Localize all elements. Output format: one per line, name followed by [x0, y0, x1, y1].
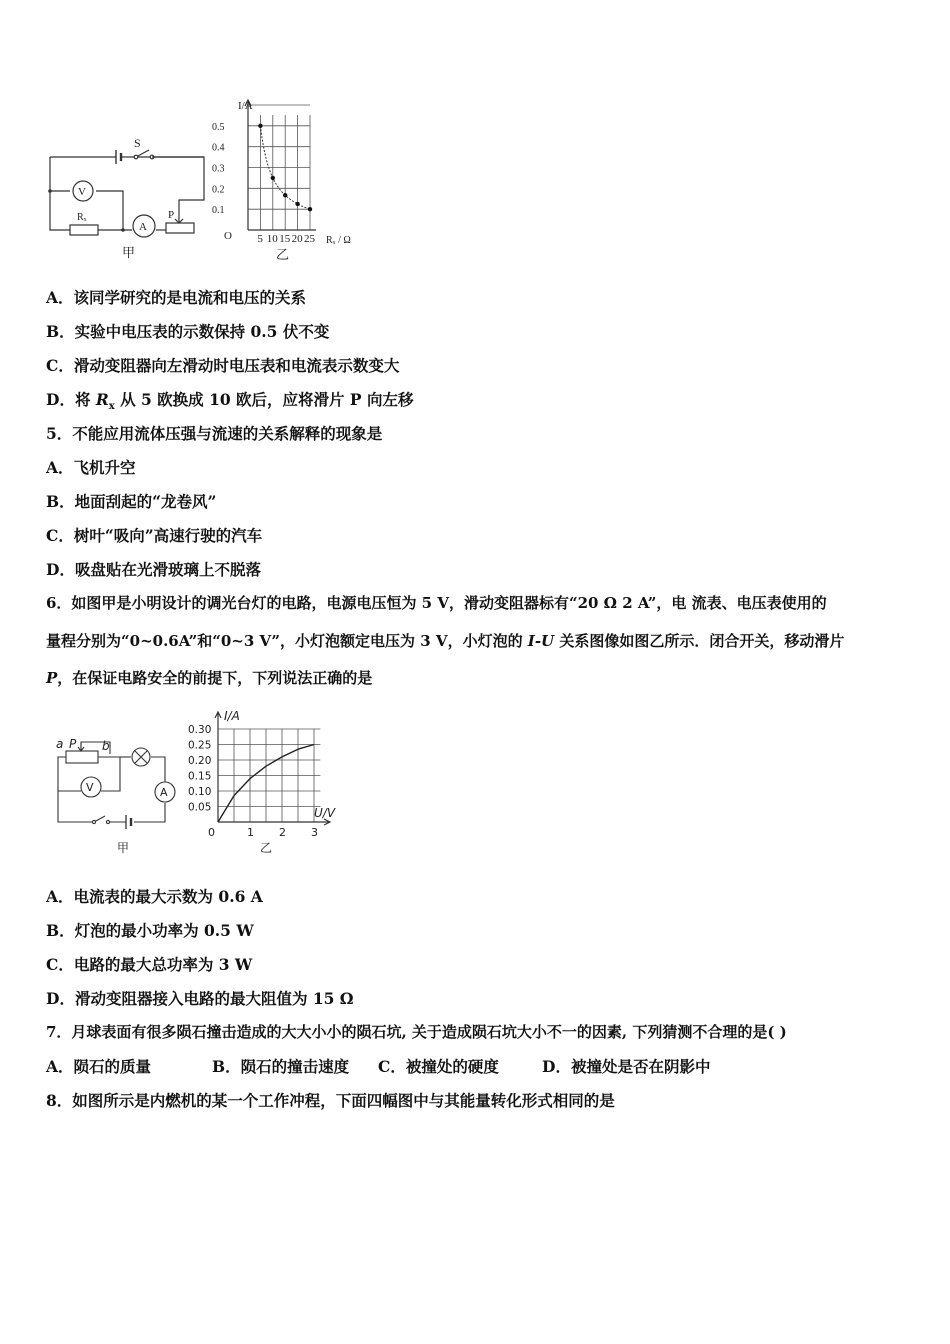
- chart1-point: [295, 202, 299, 206]
- q6-stem-line3: [46, 667, 372, 688]
- q4-d-sub: x: [108, 401, 115, 413]
- chart1-ytick: 0.3: [212, 163, 225, 175]
- chart1-xlabel: Rₓ / Ω: [326, 235, 351, 246]
- battery-icon: [116, 150, 121, 164]
- switch-label: S: [134, 136, 141, 150]
- resistor-rx-label: Rₓ: [77, 212, 87, 223]
- q5-option-d: D．吸盘贴在光滑玻璃上不脱落: [46, 560, 261, 579]
- q6-stem-line2: [46, 630, 844, 651]
- chart2-ytick: 0.15: [188, 770, 212, 783]
- q7-option-c: C．被撞处的硬度: [378, 1057, 499, 1076]
- q7-options: [46, 1055, 710, 1077]
- chart1-xtick: 10: [266, 233, 278, 245]
- chart2-ytick: 0.20: [188, 755, 212, 767]
- chart1-ylabel: I/A: [238, 100, 253, 112]
- voltmeter-icon: [73, 181, 93, 201]
- q6-option-a: A．电流表的最大示数为 0.6 A: [46, 887, 263, 906]
- q7-option-a: A．陨石的质量: [46, 1057, 152, 1076]
- voltmeter-icon: [81, 777, 101, 797]
- figure2-circuit: [50, 732, 190, 862]
- battery-icon: [126, 815, 131, 829]
- chart1-ytick: 0.1: [212, 205, 225, 217]
- chart2-xtick: 1: [247, 826, 254, 839]
- chart1-point: [271, 176, 275, 180]
- q6-line3-var: P: [46, 669, 58, 687]
- q7-stem: 7．月球表面有很多陨石撞击造成的大大小小的陨石坑, 关于造成陨石坑大小不一的因素, 下列猜测不合理的是( ): [46, 1023, 787, 1041]
- chart1-xtick: 5: [257, 233, 263, 245]
- q4-option-d: [46, 388, 414, 412]
- q6-line2-pre: 量程分别为“0~0.6A”和“0~3 V”，小灯泡额定电压为 3 V，小灯泡的: [46, 632, 528, 650]
- switch-icon: [92, 816, 109, 824]
- chart2-ytick: 0.25: [188, 739, 212, 752]
- figure1-chart-caption: 乙: [276, 247, 290, 262]
- q5-option-b: B．地面刮起的“龙卷风”: [46, 492, 217, 511]
- figure2-chart: [186, 702, 346, 860]
- q6-line2-var: I-U: [527, 632, 555, 650]
- chart1-ytick: 0.5: [212, 121, 225, 133]
- q4-d-post: 从 5 欧换成 10 欧后，应将滑片 P 向左移: [114, 390, 414, 409]
- q8-stem: 8．如图所示是内燃机的某一个工作冲程，下面四幅图中与其能量转化形式相同的是: [46, 1091, 615, 1110]
- chart2-origin: 0: [208, 826, 215, 839]
- q6-stem-line1: 6．如图甲是小明设计的调光台灯的电路，电源电压恒为 5 V，滑动变阻器标有“20 Ω 2 A”，电 流表、电压表使用的: [46, 594, 827, 612]
- chart1-xtick: 25: [304, 233, 315, 245]
- chart2-ytick: 0.30: [188, 724, 212, 736]
- figure2-chart-caption: 乙: [260, 841, 273, 855]
- ammeter-icon: [155, 782, 175, 802]
- q4-option-b: B．实验中电压表的示数保持 0.5 伏不变: [46, 322, 330, 341]
- q5-stem: 5．不能应用流体压强与流速的关系解释的现象是: [46, 424, 383, 443]
- chart1-origin: O: [224, 230, 232, 242]
- q6-line3-post: ，在保证电路安全的前提下，下列说法正确的是: [57, 669, 373, 687]
- figure1-circuit-caption: 甲: [122, 245, 136, 260]
- chart1-xtick: 15: [279, 233, 291, 245]
- figure1-chart: [210, 95, 370, 265]
- voltmeter-label: V: [86, 781, 94, 794]
- chart2-xlabel: U/V: [314, 806, 336, 820]
- chart1-point: [308, 207, 312, 211]
- q5-option-c: C．树叶“吸向”高速行驶的汽车: [46, 526, 263, 545]
- lamp-icon: [132, 748, 150, 766]
- q6-option-c: C．电路的最大总功率为 3 W: [46, 955, 253, 974]
- q7-option-b: B．陨石的撞击速度: [212, 1057, 350, 1076]
- q4-d-var: R: [95, 390, 109, 409]
- chart2-ytick: 0.05: [188, 801, 212, 814]
- resistor-rx-icon: [70, 225, 98, 235]
- chart1-ytick: 0.2: [212, 184, 225, 196]
- ammeter-label: A: [160, 786, 168, 799]
- q4-d-pre: D．将: [46, 390, 96, 409]
- voltmeter-label: V: [78, 186, 86, 198]
- chart1-xtick: 20: [291, 233, 303, 245]
- label-p: P: [69, 737, 77, 751]
- q7-option-d: D．被撞处是否在阴影中: [542, 1057, 711, 1076]
- ammeter-label: A: [139, 221, 147, 233]
- chart2-ylabel: I/A: [224, 709, 240, 723]
- chart1-ytick: 0.4: [212, 142, 225, 154]
- slider-label: P: [168, 209, 175, 221]
- chart2-ytick: 0.10: [188, 786, 212, 798]
- figure1-circuit: [44, 130, 214, 265]
- ammeter-icon: [133, 215, 155, 237]
- q4-option-a: A．该同学研究的是电流和电压的关系: [46, 288, 307, 307]
- figure2-circuit-caption: 甲: [117, 841, 130, 855]
- q6-option-d: D．滑动变阻器接入电路的最大阻值为 15 Ω: [46, 989, 354, 1008]
- q6-option-b: B．灯泡的最小功率为 0.5 W: [46, 921, 254, 940]
- chart2-xtick: 3: [311, 826, 318, 839]
- chart1-point: [258, 124, 262, 128]
- chart2-xtick: 2: [279, 826, 286, 839]
- chart1-point: [283, 193, 287, 197]
- q6-line2-post: 关系图像如图乙所示．闭合开关，移动滑片: [554, 632, 845, 650]
- q5-option-a: A．飞机升空: [46, 458, 136, 477]
- q4-option-c: C．滑动变阻器向左滑动时电压表和电流表示数变大: [46, 356, 400, 375]
- label-a: a: [56, 737, 64, 751]
- label-b: b: [102, 739, 110, 753]
